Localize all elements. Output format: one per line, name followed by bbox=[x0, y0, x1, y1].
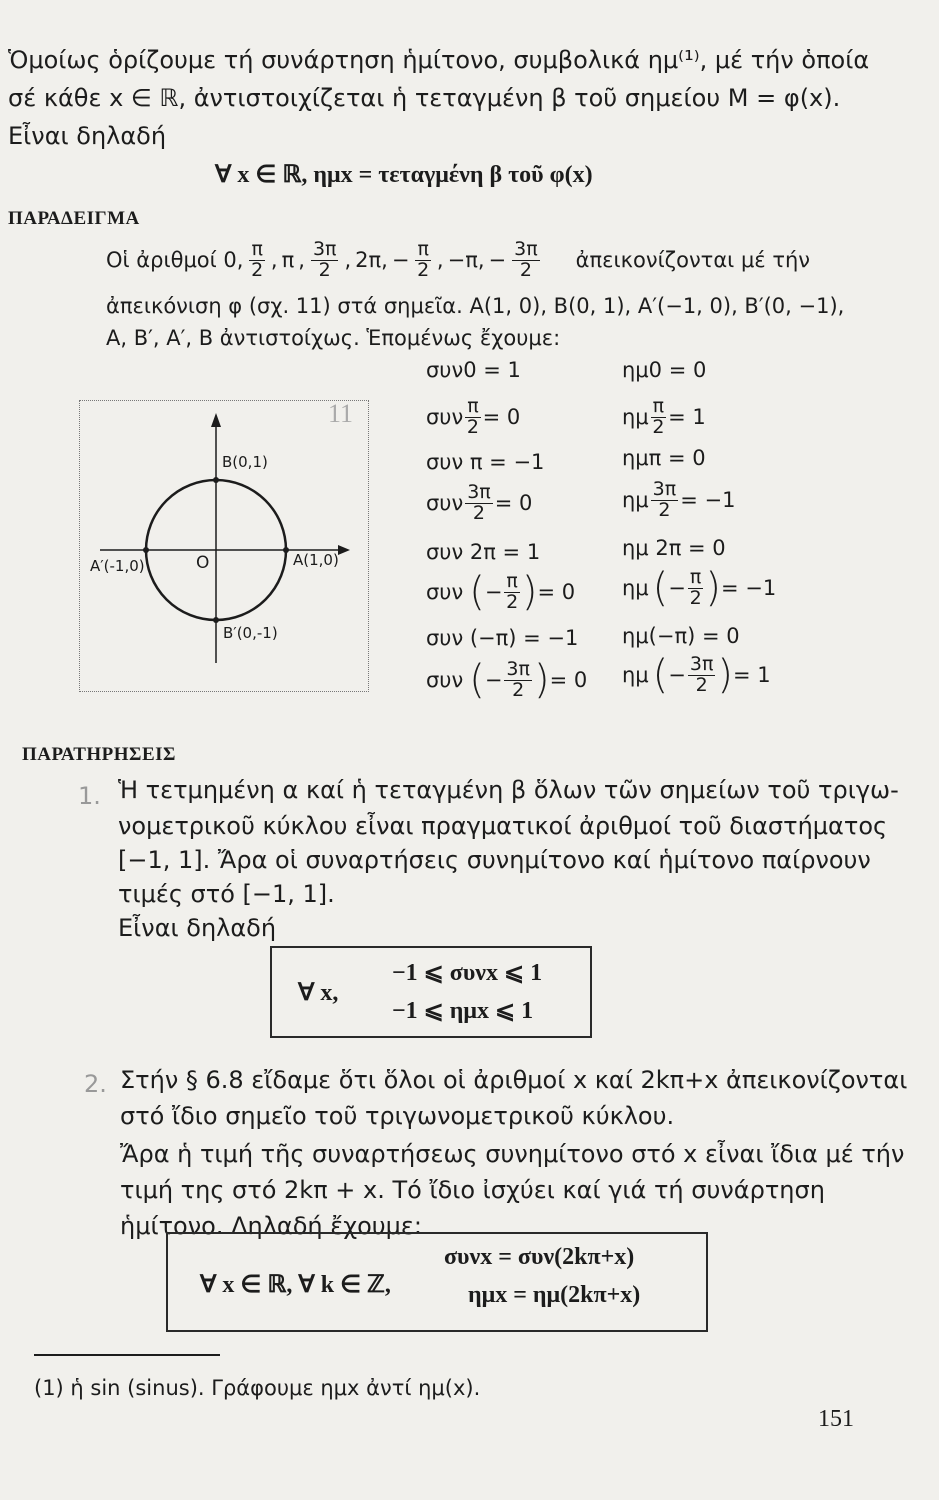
unit-circle-diagram bbox=[80, 401, 368, 691]
remark-2-line-4: τιμή της στό 2kπ + x. Τό ἴδιο ἰσχύει καί γιά τή συνάρτηση bbox=[120, 1176, 825, 1204]
point-a bbox=[283, 547, 289, 553]
eq-sin-3pi-over-2: ημ $\frac{3\pi}{2}$ = −1 bbox=[622, 478, 736, 521]
periodicity-quantifiers: ∀ x ∈ ℝ, ∀ k ∈ ℤ, bbox=[200, 1272, 391, 1298]
remark-1-line-4: τιμές στό [−1, 1]. bbox=[118, 880, 335, 908]
intro-line-2: σέ κάθε x ∈ ℝ, ἀντιστοιχίζεται ἡ τεταγμένη β τοῦ σημείου M = φ(x). bbox=[8, 84, 841, 112]
eq-sin-2pi: ημ 2π = 0 bbox=[622, 536, 726, 560]
eq-cos-3pi-over-2: συν $\frac{3\pi}{2}$ = 0 bbox=[426, 481, 533, 524]
fraction-pi-over-2: $\frac{\pi}{2}$ bbox=[251, 238, 264, 281]
periodicity-cos: συνx = συν(2kπ+x) bbox=[444, 1244, 635, 1270]
example-line-2: ἀπεικόνιση φ (σχ. 11) στά σημεῖα. A(1, 0), B(0, 1), A′(−1, 0), B′(0, −1), bbox=[106, 294, 845, 318]
remark-1-number: 1. bbox=[78, 782, 101, 810]
intro-line-3: Εἶναι δηλαδή bbox=[8, 122, 167, 150]
eq-sin-pi-over-2: ημ $\frac{\pi}{2}$ = 1 bbox=[622, 395, 706, 438]
eq-sin-minus-pi-over-2: ημ ( − $\frac{\pi}{2}$ ) = −1 bbox=[622, 565, 777, 612]
remark-2-line-1: Στήν § 6.8 εἴδαμε ὅτι ὅλοι οἱ ἀριθμοί x καί 2kπ+x ἀπεικονίζονται bbox=[120, 1066, 908, 1094]
example-heading: ΠΑΡΑΔΕΙΓΜΑ bbox=[8, 208, 140, 229]
example-intro-text: Οἱ ἀριθμοί 0, bbox=[106, 248, 244, 273]
y-axis-arrow-icon bbox=[211, 413, 221, 427]
eq-sin-minus-3pi-over-2: ημ ( − $\frac{3\pi}{2}$ ) = 1 bbox=[622, 652, 771, 699]
point-a-prime bbox=[143, 547, 149, 553]
figure-number: 11 bbox=[328, 399, 354, 428]
example-line-3: A, B′, A′, B ἀντιστοίχως. Ἑπομένως ἔχουμε: bbox=[106, 326, 561, 350]
page-number: 151 bbox=[818, 1406, 854, 1432]
label-origin: O bbox=[196, 553, 210, 573]
label-b: B(0,1) bbox=[222, 453, 268, 471]
bounds-sin: −1 ⩽ ημx ⩽ 1 bbox=[392, 998, 534, 1024]
eq-cos-pi: συν π = −1 bbox=[426, 450, 545, 474]
periodicity-box bbox=[166, 1232, 708, 1332]
remark-2-line-2: στό ἴδιο σημεῖο τοῦ τριγωνομετρικοῦ κύκλου. bbox=[120, 1102, 675, 1130]
remark-2-number: 2. bbox=[84, 1070, 107, 1098]
x-axis-arrow-icon bbox=[338, 545, 350, 555]
fraction-minus-3pi-over-2: $\frac{3\pi}{2}$ bbox=[514, 238, 538, 281]
remark-1-line-1: Ἡ τετμημένη α καί ἡ τεταγμένη β ὅλων τῶν σημείων τοῦ τριγω- bbox=[118, 776, 899, 804]
footnote-rule bbox=[34, 1354, 220, 1356]
bounds-box bbox=[270, 946, 592, 1038]
label-b-prime: B′(0,-1) bbox=[223, 624, 278, 642]
eq-cos-0: συν0 = 1 bbox=[426, 358, 521, 382]
bounds-forall: ∀ x, bbox=[298, 980, 339, 1006]
label-a: A(1,0) bbox=[293, 551, 339, 569]
eq-cos-pi-over-2: συν $\frac{\pi}{2}$ = 0 bbox=[426, 395, 521, 438]
remark-1-line-3: [−1, 1]. Ἄρα οἱ συναρτήσεις συνημίτονο καί ἡμίτονο παίρνουν bbox=[118, 846, 871, 874]
eq-cos-minus-3pi-over-2: συν ( − $\frac{3\pi}{2}$ ) = 0 bbox=[426, 657, 588, 704]
figure-11-frame bbox=[79, 400, 369, 692]
eq-cos-minus-pi: συν (−π) = −1 bbox=[426, 626, 579, 650]
footnote: (1) ἡ sin (sinus). Γράφουμε ημx ἀντί ημ(x). bbox=[34, 1376, 481, 1400]
eq-sin-0: ημ0 = 0 bbox=[622, 358, 707, 382]
eq-sin-pi: ημπ = 0 bbox=[622, 446, 706, 470]
fraction-3pi-over-2: $\frac{3\pi}{2}$ bbox=[312, 238, 337, 281]
label-a-prime: A′(-1,0) bbox=[90, 557, 145, 575]
periodicity-sin: ημx = ημ(2kπ+x) bbox=[468, 1282, 641, 1308]
remark-2-line-5: ἡμίτονο. Δηλαδή ἔχουμε: bbox=[120, 1212, 422, 1240]
intro-line-1: Ὁμοίως ὁρίζουμε τή συνάρτηση ἡμίτονο, συμβολικά ημ⁽¹⁾, μέ τήν ὁποία bbox=[8, 46, 870, 74]
eq-cos-minus-pi-over-2: συν ( − $\frac{\pi}{2}$ ) = 0 bbox=[426, 569, 576, 616]
fraction-minus-pi-over-2: $\frac{\pi}{2}$ bbox=[417, 238, 430, 281]
eq-cos-2pi: συν 2π = 1 bbox=[426, 540, 541, 564]
remarks-heading: ΠΑΡΑΤΗΡΗΣΕΙΣ bbox=[22, 744, 176, 765]
remark-1-line-2: νομετρικοῦ κύκλου εἶναι πραγματικοί ἀριθμοί τοῦ διαστήματος bbox=[118, 812, 888, 840]
remark-2-line-3: Ἄρα ἡ τιμή τῆς συναρτήσεως συνημίτονο στό x εἶναι ἴδια μέ τήν bbox=[120, 1140, 905, 1168]
eq-sin-minus-pi: ημ(−π) = 0 bbox=[622, 624, 740, 648]
remark-1-line-5: Εἶναι δηλαδή bbox=[118, 914, 277, 942]
point-b bbox=[213, 477, 219, 483]
sine-definition-formula: ∀ x ∈ ℝ, ημx = τεταγμένη β τοῦ φ(x) bbox=[215, 162, 593, 188]
bounds-cos: −1 ⩽ συνx ⩽ 1 bbox=[392, 960, 543, 986]
example-line-1: Οἱ ἀριθμοί 0, $\frac{\pi}{2}$ , π , $\frac{3\pi}{2}$ , 2π, − $\frac{\pi}{2}$ , −π, − $\frac{3\pi}{2}$ ἀπεικονίζονται μέ τήν bbox=[106, 238, 811, 281]
point-b-prime bbox=[213, 617, 219, 623]
